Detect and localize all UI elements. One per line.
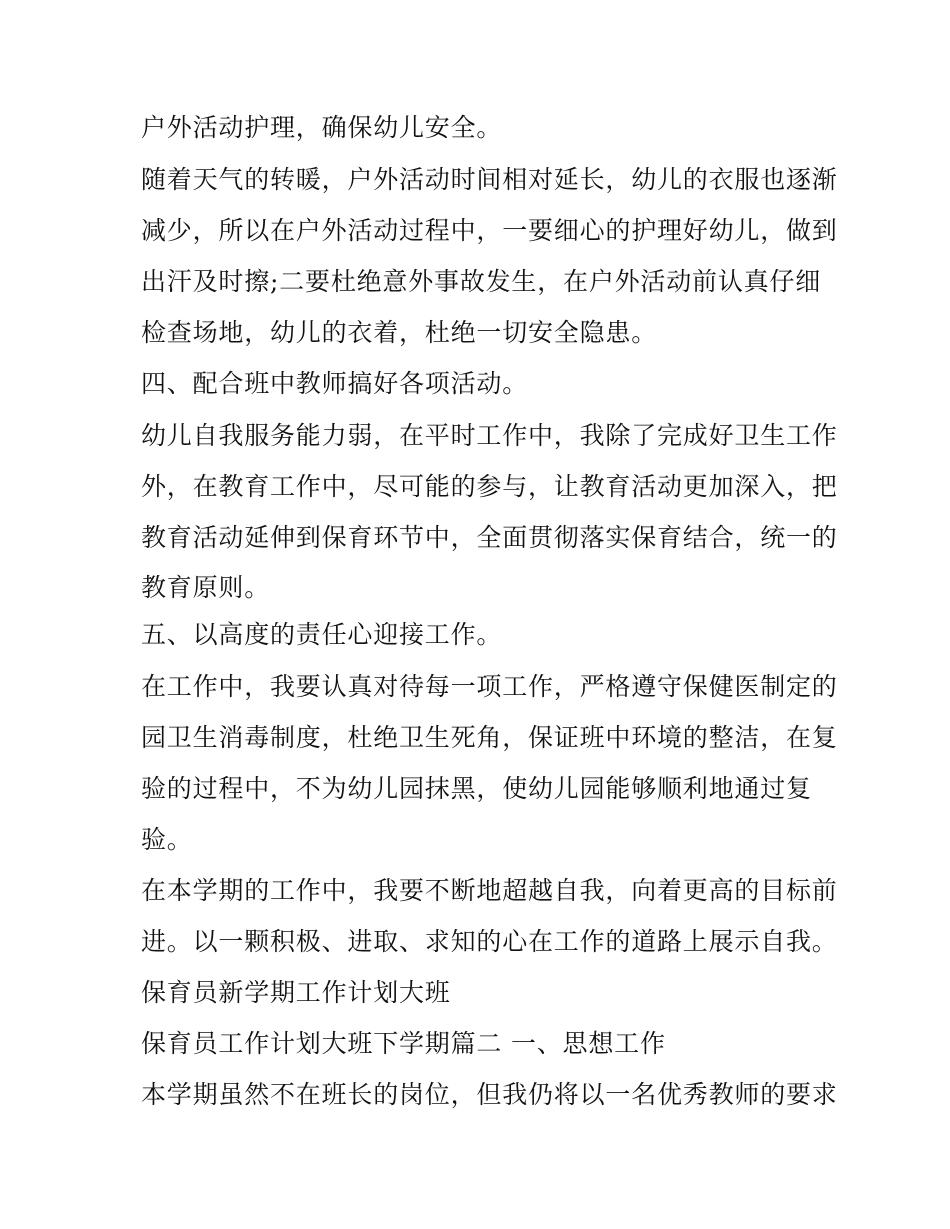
text-line: 教育原则。 [141,573,271,602]
text-line: 验。 [141,825,193,854]
text-line: 教育活动延伸到保育环节中，全面贯彻落实保育结合，统一的 [141,523,838,552]
section-heading: 保育员工作计划大班下学期篇二 一、思想工作 [141,1029,666,1058]
text-line: 外，在教育工作中，尽可能的参与，让教育活动更加深入，把 [141,472,838,501]
text-line: 验的过程中，不为幼儿园抹黑，使幼儿园能够顺利地通过复 [141,774,812,803]
text-line: 幼儿自我服务能力弱，在平时工作中，我除了完成好卫生工作 [141,421,838,450]
text-line: 进。以一颗积极、进取、求知的心在工作的道路上展示自我。 [141,927,838,956]
text-line: 在工作中，我要认真对待每一项工作，严格遵守保健医制定的 [141,672,838,701]
text-line: 户外活动护理，确保幼儿安全。 [141,113,503,142]
text-line: 随着天气的转暖，户外活动时间相对延长，幼儿的衣服也逐渐 [141,165,838,194]
text-line: 出汗及时擦;二要杜绝意外事故发生，在户外活动前认真仔细 [141,267,822,296]
text-line: 减少，所以在户外活动过程中，一要细心的护理好幼儿，做到 [141,216,838,245]
text-line: 本学期虽然不在班长的岗位，但我仍将以一名优秀教师的要求 [141,1080,838,1109]
document-subtitle: 保育员新学期工作计划大班 [141,978,451,1007]
text-line: 园卫生消毒制度，杜绝卫生死角，保证班中环境的整洁，在复 [141,723,838,752]
section-heading: 五、以高度的责任心迎接工作。 [141,620,503,649]
section-heading: 四、配合班中教师搞好各项活动。 [141,369,529,398]
text-line: 在本学期的工作中，我要不断地超越自我，向着更高的目标前 [141,876,838,905]
text-line: 检查场地，幼儿的衣着，杜绝一切安全隐患。 [141,318,658,347]
